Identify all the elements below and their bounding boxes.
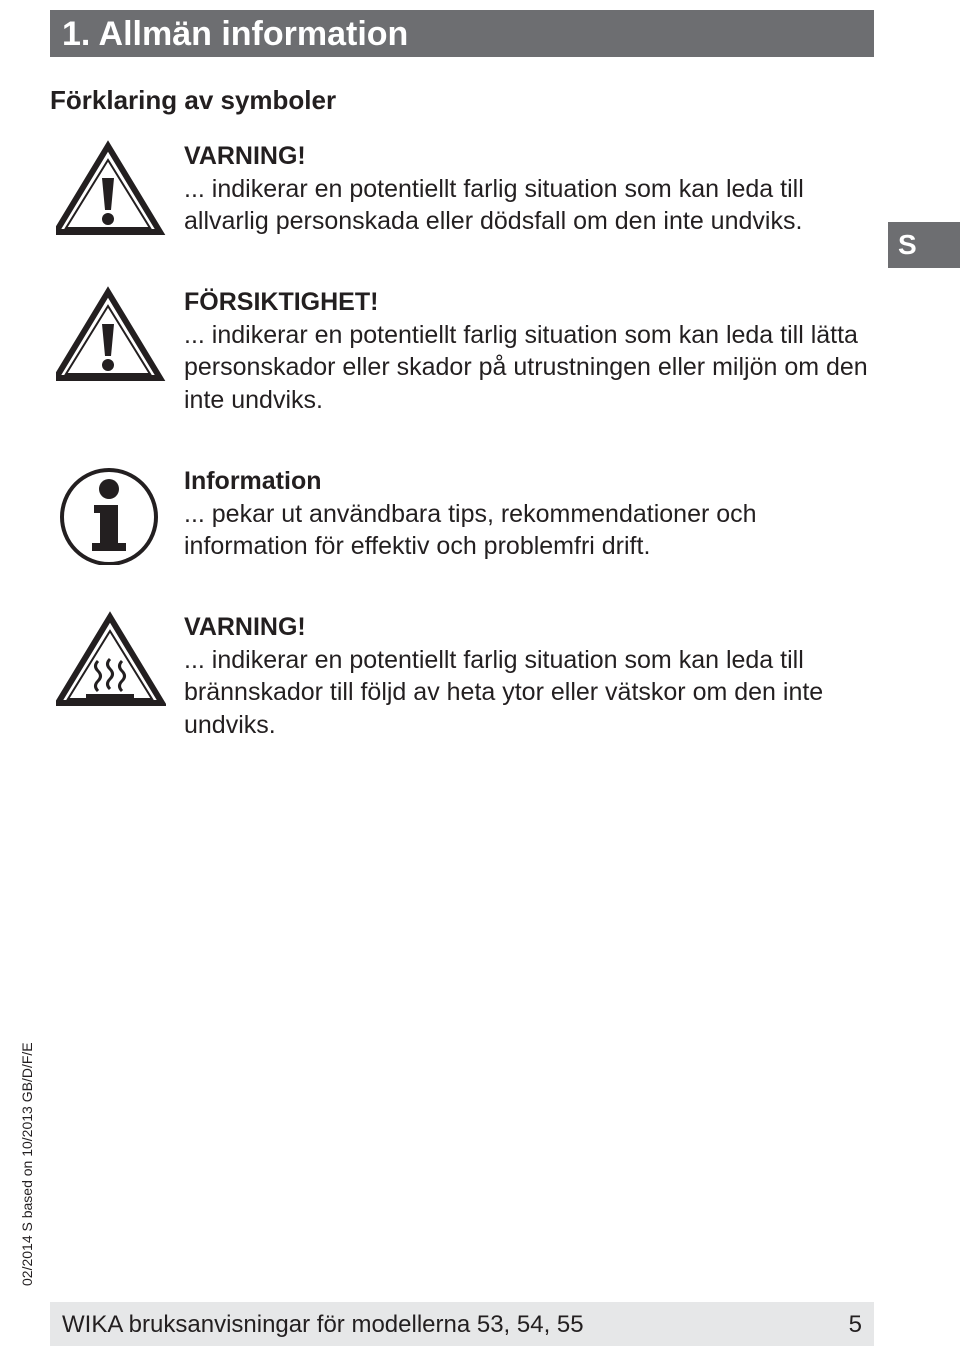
symbol-description: ... indikerar en potentiellt farlig situation som kan leda till lätta personskador eller skador på utrustningen eller miljön om den inte undviks. [184, 320, 868, 414]
language-tab [888, 222, 960, 268]
symbol-label: VARNING! [184, 142, 306, 170]
chapter-title: 1. Allmän information [62, 15, 409, 53]
symbol-label: VARNING! [184, 613, 306, 641]
symbol-text [184, 140, 874, 238]
symbol-text [184, 611, 874, 741]
symbol-description: ... indikerar en potentiellt farlig situation som kan leda till brännskador till följd av heta ytor eller vätskor om den inte undviks. [184, 645, 824, 739]
chapter-header-bar [50, 10, 874, 57]
page-number: 5 [848, 1311, 862, 1338]
footer-bar [50, 1302, 874, 1346]
symbol-text [184, 465, 874, 563]
symbol-label: Information [184, 467, 322, 495]
caution-triangle-icon [56, 286, 166, 386]
document-version-note [0, 1000, 35, 1290]
footer-title: WIKA bruksanvisningar för modellerna 53, 54, 55 [62, 1311, 584, 1338]
symbol-description: ... pekar ut användbara tips, rekommendationer och information för effektiv och problemfri drift. [184, 499, 757, 560]
symbol-text [184, 286, 874, 416]
section-heading: Förklaring av symboler [50, 85, 337, 115]
hot-surface-warning-icon [56, 611, 166, 711]
warning-triangle-icon [56, 140, 166, 240]
symbol-description: ... indikerar en potentiellt farlig situation som kan leda till allvarlig personskada eller dödsfall om den inte undviks. [184, 174, 804, 235]
information-icon [56, 465, 166, 565]
language-tab-label: S [898, 229, 917, 260]
symbol-label: FÖRSIKTIGHET! [184, 288, 379, 316]
document-version-text: 02/2014 S based on 10/2013 GB/D/F/E [19, 1042, 35, 1286]
